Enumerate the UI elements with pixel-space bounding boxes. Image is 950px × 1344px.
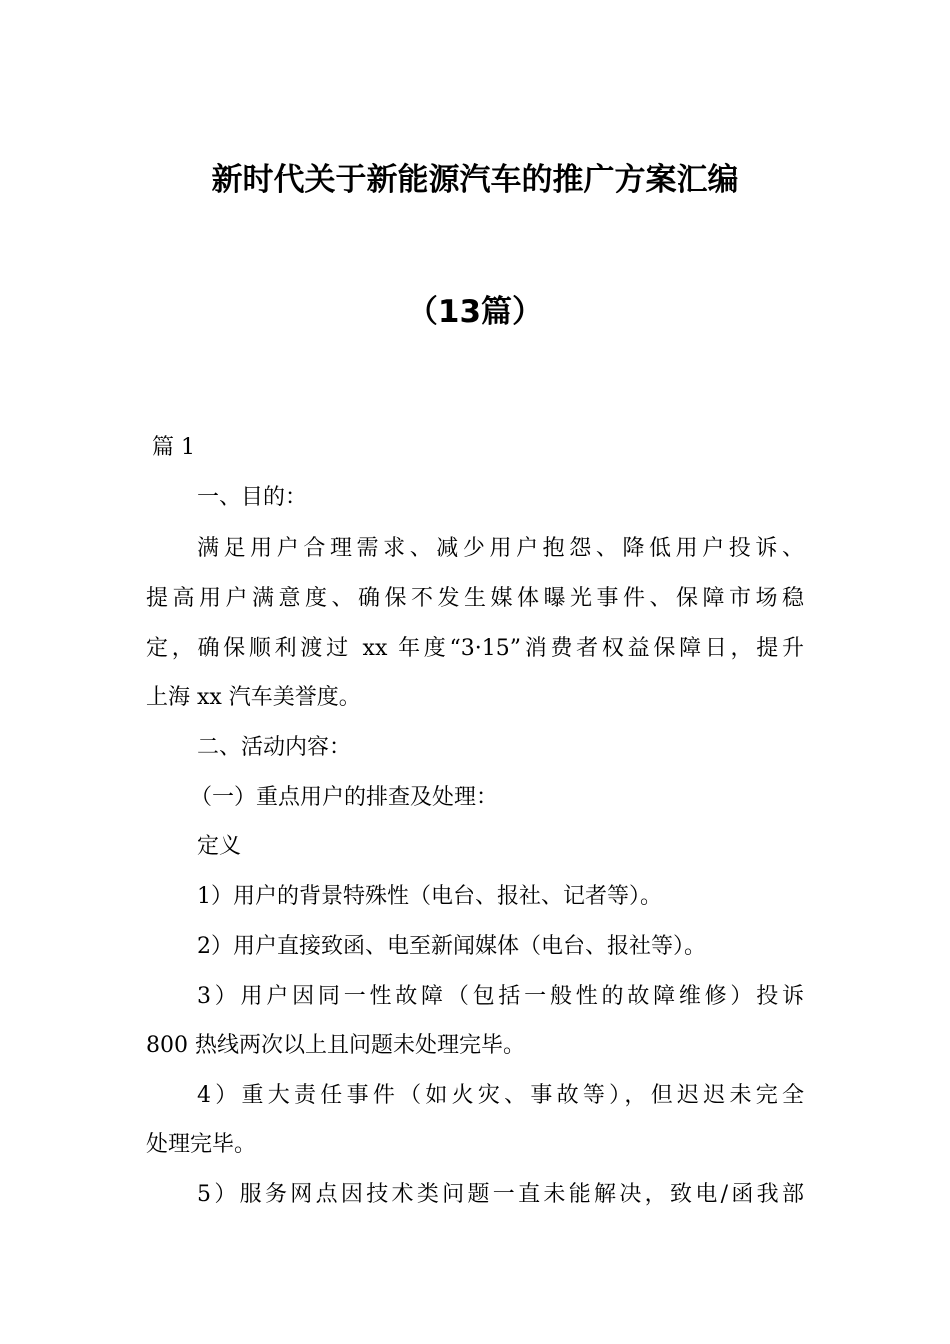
heading-activity: 二、活动内容：: [197, 735, 352, 760]
list-item-continuation: 800 热线两次以上且问题未处理完毕。: [146, 1033, 525, 1058]
list-item: 5）服务网点因技术类问题一直未能解决，致电/函我部: [197, 1182, 804, 1207]
paragraph-line: 满足用户合理需求、减少用户抱怨、降低用户投诉、: [197, 536, 804, 561]
subheading-key-users: （一）重点用户的排查及处理：: [190, 785, 499, 810]
list-item: 2）用户直接致函、电至新闻媒体（电台、报社等）。: [197, 934, 706, 959]
paragraph-line: 提高用户满意度、确保不发生媒体曝光事件、保障市场稳: [146, 586, 804, 611]
definition-label: 定义: [197, 834, 242, 859]
heading-purpose: 一、目的：: [197, 485, 308, 510]
list-item: 3）用户因同一性故障（包括一般性的故障维修）投诉: [197, 984, 804, 1009]
section-label: 篇 1: [152, 435, 195, 460]
paragraph-line: 定，确保顺利渡过 xx 年度“3·15”消费者权益保障日，提升: [146, 636, 804, 661]
list-item: 4）重大责任事件（如火灾、事故等），但迟迟未完全: [197, 1083, 804, 1108]
paragraph-line: 上海 xx 汽车美誉度。: [146, 685, 361, 710]
list-item-continuation: 处理完毕。: [146, 1132, 257, 1157]
list-item: 1）用户的背景特殊性（电台、报社、记者等）。: [197, 884, 662, 909]
document-title: 新时代关于新能源汽车的推广方案汇编: [211, 162, 739, 198]
document-subtitle: （13篇）: [406, 294, 544, 330]
